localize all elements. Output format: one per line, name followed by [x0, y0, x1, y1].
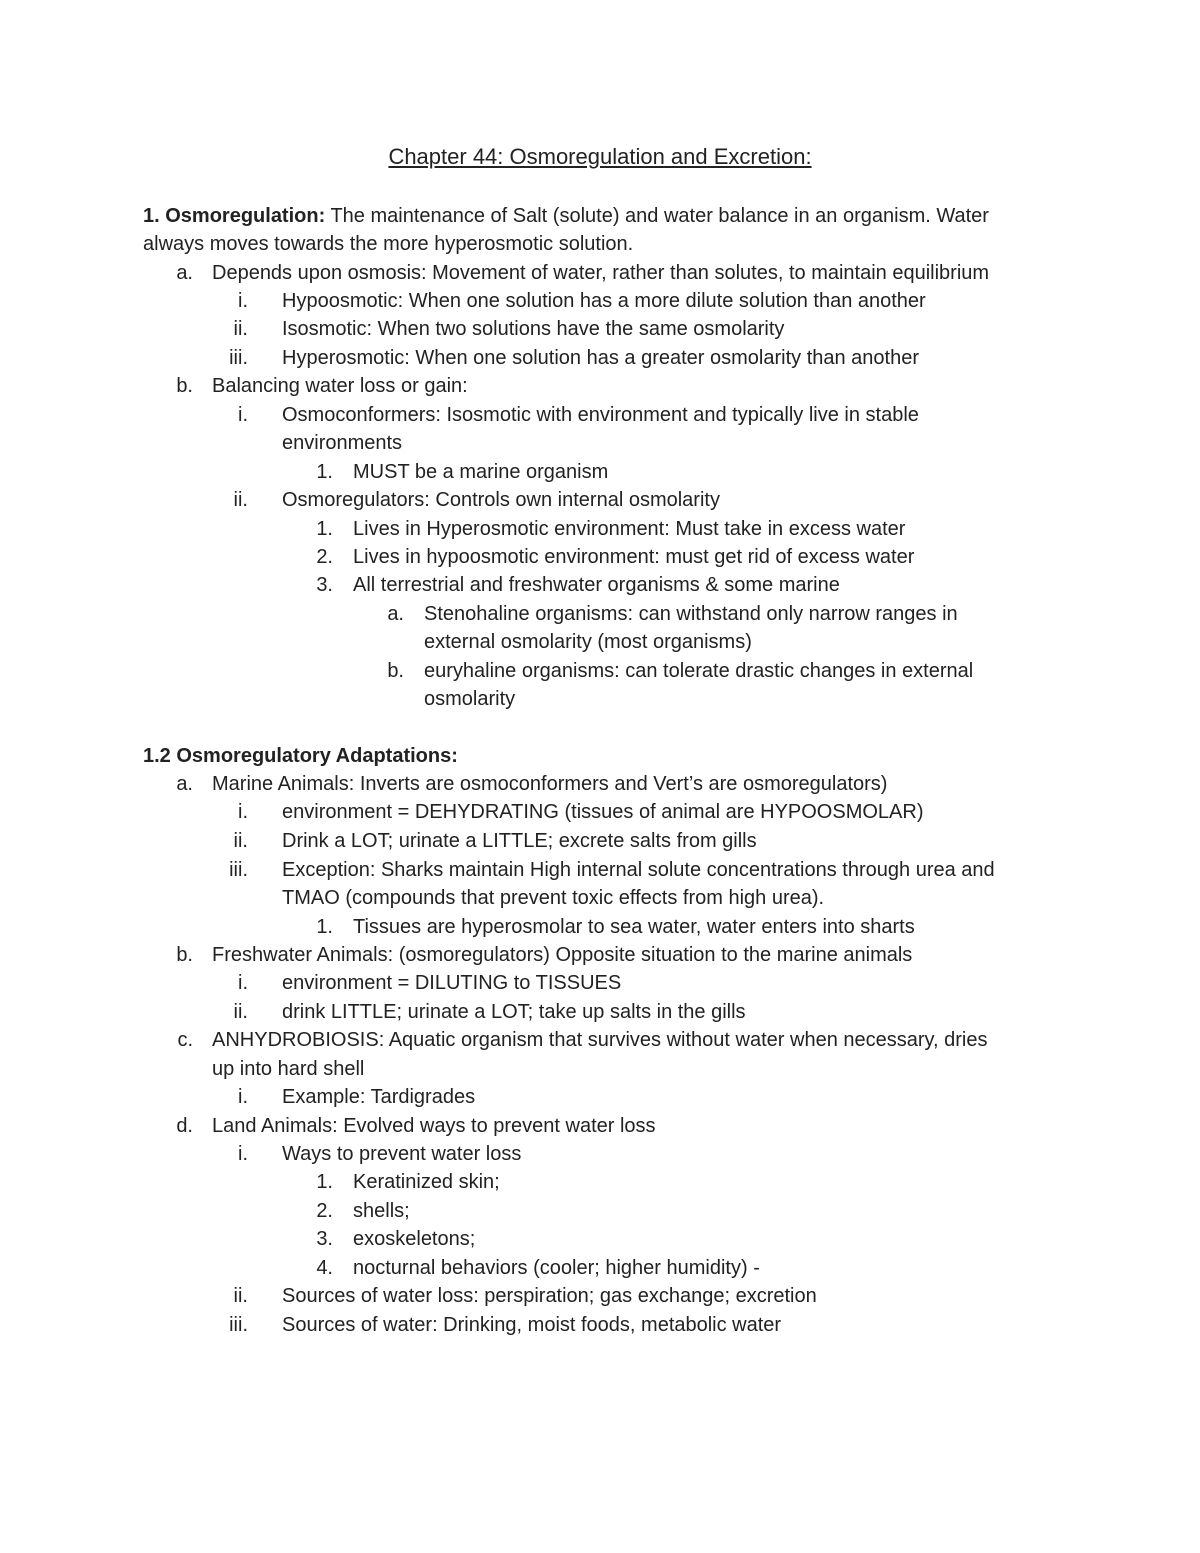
- line-text: Stenohaline organisms: can withstand only narrow ranges in: [424, 603, 958, 625]
- list-marker: b.: [176, 375, 193, 397]
- list-marker: 1.: [316, 461, 333, 483]
- outline-line: [212, 770, 887, 798]
- outline-line: [282, 1083, 475, 1111]
- list-marker: ii.: [233, 318, 248, 340]
- outline-line: [212, 1055, 364, 1083]
- line-text: Osmoconformers: Isosmotic with environment and typically live in stable: [282, 404, 919, 426]
- list-marker: a.: [387, 603, 404, 625]
- outline-line: [282, 344, 919, 372]
- outline-line: [353, 515, 905, 543]
- page-title: Chapter 44: Osmoregulation and Excretion:: [388, 144, 812, 169]
- line-text: nocturnal behaviors (cooler; higher humidity) -: [353, 1257, 760, 1279]
- line-text: drink LITTLE; urinate a LOT; take up salts in the gills: [282, 1001, 746, 1023]
- list-marker: a.: [176, 773, 193, 795]
- outline-line: [282, 856, 995, 884]
- outline-line: [424, 600, 958, 628]
- outline-line: [353, 1197, 410, 1225]
- outline-line: [282, 884, 824, 912]
- line-text: Hypoosmotic: When one solution has a more dilute solution than another: [282, 290, 926, 312]
- line-text: osmolarity: [424, 688, 516, 710]
- outline-line: [353, 571, 840, 599]
- list-marker: 3.: [316, 1228, 333, 1250]
- list-marker: b.: [176, 944, 193, 966]
- line-text: Osmoregulators: Controls own internal osmolarity: [282, 489, 720, 511]
- outline-line: [212, 1026, 988, 1054]
- outline-line: [143, 742, 458, 770]
- outline-line: [424, 628, 752, 656]
- line-text: Example: Tardigrades: [282, 1086, 476, 1108]
- outline-line: [212, 259, 989, 287]
- section-heading: 1. Osmoregulation:: [143, 205, 326, 227]
- line-text: Freshwater Animals: (osmoregulators) Opposite situation to the marine animals: [212, 944, 913, 966]
- outline-line: [424, 657, 973, 685]
- section-heading: 1.2 Osmoregulatory Adaptations:: [143, 745, 458, 767]
- line-text: All terrestrial and freshwater organisms & some marine: [353, 574, 840, 596]
- line-text: Ways to prevent water loss: [282, 1143, 522, 1165]
- list-marker: iii.: [229, 1314, 248, 1336]
- line-text: Drink a LOT; urinate a LITTLE; excrete salts from gills: [282, 830, 757, 852]
- line-text: The maintenance of Salt (solute) and water balance in an organism. Water: [325, 205, 989, 227]
- line-text: Sources of water: Drinking, moist foods, metabolic water: [282, 1314, 782, 1336]
- line-text: euryhaline organisms: can tolerate drastic changes in external: [424, 660, 974, 682]
- list-marker: 1.: [316, 518, 333, 540]
- outline-line: [282, 1282, 817, 1310]
- list-marker: 1.: [316, 1171, 333, 1193]
- outline-line: [353, 1168, 500, 1196]
- line-text: Tissues are hyperosmolar to sea water, water enters into sharts: [353, 916, 915, 938]
- list-marker: iii.: [229, 859, 248, 881]
- list-marker: i.: [238, 1086, 248, 1108]
- line-text: Lives in hypoosmotic environment: must get rid of excess water: [353, 546, 915, 568]
- list-marker: 2.: [316, 546, 333, 568]
- line-text: Sources of water loss: perspiration; gas exchange; excretion: [282, 1285, 817, 1307]
- list-marker: ii.: [233, 830, 248, 852]
- list-marker: 2.: [316, 1200, 333, 1222]
- outline-line: [353, 543, 914, 571]
- outline-line: [212, 372, 468, 400]
- outline-line: [282, 429, 402, 457]
- outline-line: [353, 458, 608, 486]
- list-marker: i.: [238, 404, 248, 426]
- list-marker: iii.: [229, 347, 248, 369]
- list-marker: ii.: [233, 489, 248, 511]
- outline-line: [353, 913, 915, 941]
- line-text: external osmolarity (most organisms): [424, 631, 752, 653]
- outline-line: [424, 685, 515, 713]
- line-text: Lives in Hyperosmotic environment: Must take in excess water: [353, 518, 906, 540]
- list-marker: 4.: [316, 1257, 333, 1279]
- outline-line: [212, 941, 912, 969]
- outline-line: [143, 202, 989, 230]
- outline-line: [282, 315, 784, 343]
- list-marker: a.: [176, 262, 193, 284]
- list-marker: i.: [238, 801, 248, 823]
- line-text: Depends upon osmosis: Movement of water, rather than solutes, to maintain equilibrium: [212, 262, 990, 284]
- list-marker: c.: [177, 1029, 193, 1051]
- line-text: environment = DILUTING to TISSUES: [282, 972, 622, 994]
- outline-line: [282, 998, 746, 1026]
- outline-line: [353, 1225, 475, 1253]
- list-marker: ii.: [233, 1001, 248, 1023]
- line-text: shells;: [353, 1200, 410, 1222]
- outline-line: [282, 486, 720, 514]
- list-marker: 1.: [316, 916, 333, 938]
- list-marker: i.: [238, 290, 248, 312]
- outline-line: [282, 969, 621, 997]
- line-text: Land Animals: Evolved ways to prevent water loss: [212, 1115, 656, 1137]
- outline-line: [282, 1140, 521, 1168]
- line-text: always moves towards the more hyperosmotic solution.: [143, 233, 634, 255]
- line-text: TMAO (compounds that prevent toxic effects from high urea).: [282, 887, 825, 909]
- line-text: Isosmotic: When two solutions have the same osmolarity: [282, 318, 785, 340]
- line-text: Keratinized skin;: [353, 1171, 500, 1193]
- list-marker: b.: [387, 660, 404, 682]
- outline-line: [282, 287, 926, 315]
- line-text: exoskeletons;: [353, 1228, 476, 1250]
- line-text: MUST be a marine organism: [353, 461, 609, 483]
- line-text: up into hard shell: [212, 1058, 365, 1080]
- list-marker: d.: [176, 1115, 193, 1137]
- line-text: Marine Animals: Inverts are osmoconformers and Vert’s are osmoregulators): [212, 773, 888, 795]
- line-text: environments: [282, 432, 403, 454]
- outline-line: [143, 230, 633, 258]
- list-marker: 3.: [316, 574, 333, 596]
- line-text: environment = DEHYDRATING (tissues of animal are HYPOOSMOLAR): [282, 801, 924, 823]
- outline-line: [282, 827, 757, 855]
- line-text: Hyperosmotic: When one solution has a greater osmolarity than another: [282, 347, 920, 369]
- line-text: Balancing water loss or gain:: [212, 375, 468, 397]
- outline-line: [353, 1254, 760, 1282]
- list-marker: i.: [238, 972, 248, 994]
- line-text: Exception: Sharks maintain High internal solute concentrations through urea and: [282, 859, 995, 881]
- outline-line: [282, 798, 923, 826]
- outline-line: [282, 401, 919, 429]
- list-marker: i.: [238, 1143, 248, 1165]
- outline-line: [212, 1112, 656, 1140]
- list-marker: ii.: [233, 1285, 248, 1307]
- line-text: ANHYDROBIOSIS: Aquatic organism that survives without water when necessary, dries: [212, 1029, 988, 1051]
- outline-line: [282, 1311, 781, 1339]
